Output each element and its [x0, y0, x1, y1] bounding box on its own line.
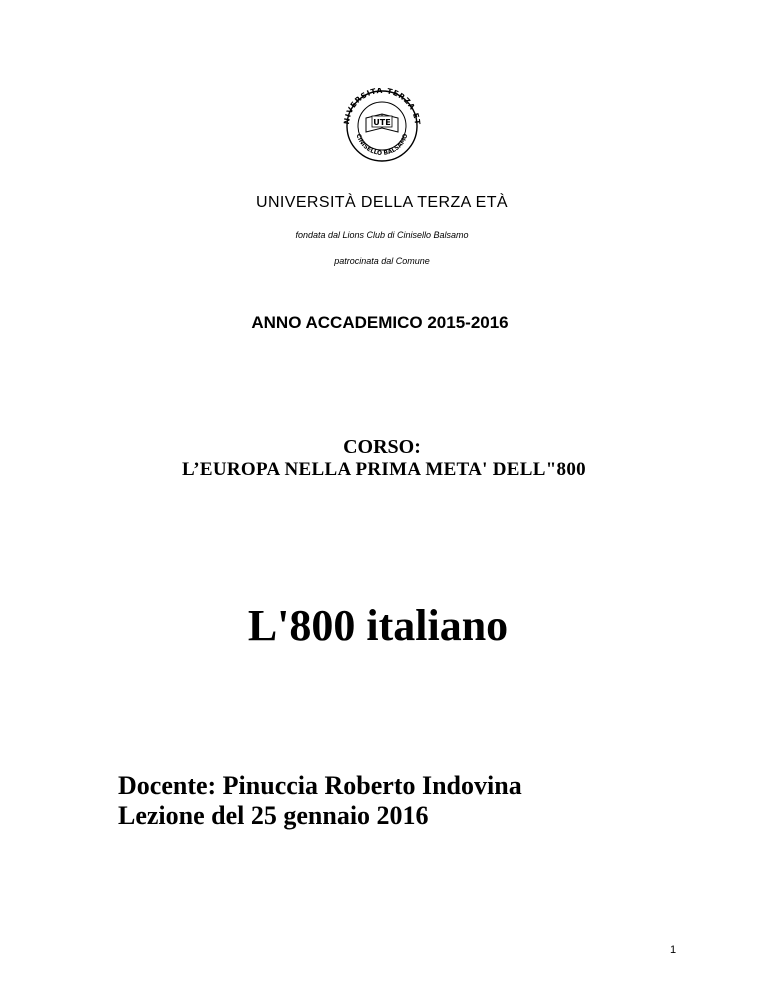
founded-by-line: fondata dal Lions Club di Cinisello Balsamo	[295, 230, 469, 240]
teacher-line: Docente: Pinuccia Roberto Indovina	[118, 771, 522, 800]
course-title: L’EUROPA NELLA PRIMA META' DELL"800	[182, 459, 586, 480]
svg-text:UNIVERSITÀ TERZA ETÀ: NIVERSITÀ TERZA ET	[341, 88, 423, 126]
university-name: UNIVERSITÀ DELLA TERZA ETÀ	[256, 194, 508, 211]
svg-text:CINISELLO BALSAMO: CINISELLO BALSAMO	[354, 132, 410, 157]
page-number: 1	[670, 944, 677, 956]
ute-logo	[322, 88, 442, 163]
academic-year: ANNO ACCADEMICO 2015-2016	[251, 313, 509, 332]
svg-text:UTE: UTE	[373, 118, 391, 127]
course-label: CORSO:	[343, 436, 421, 458]
lesson-title: L'800 italiano	[247, 601, 509, 650]
lesson-date-line: Lezione del 25 gennaio 2016	[118, 801, 429, 830]
ute-logo-seal	[322, 88, 442, 163]
patronage-line: patrocinata dal Comune	[334, 256, 430, 266]
